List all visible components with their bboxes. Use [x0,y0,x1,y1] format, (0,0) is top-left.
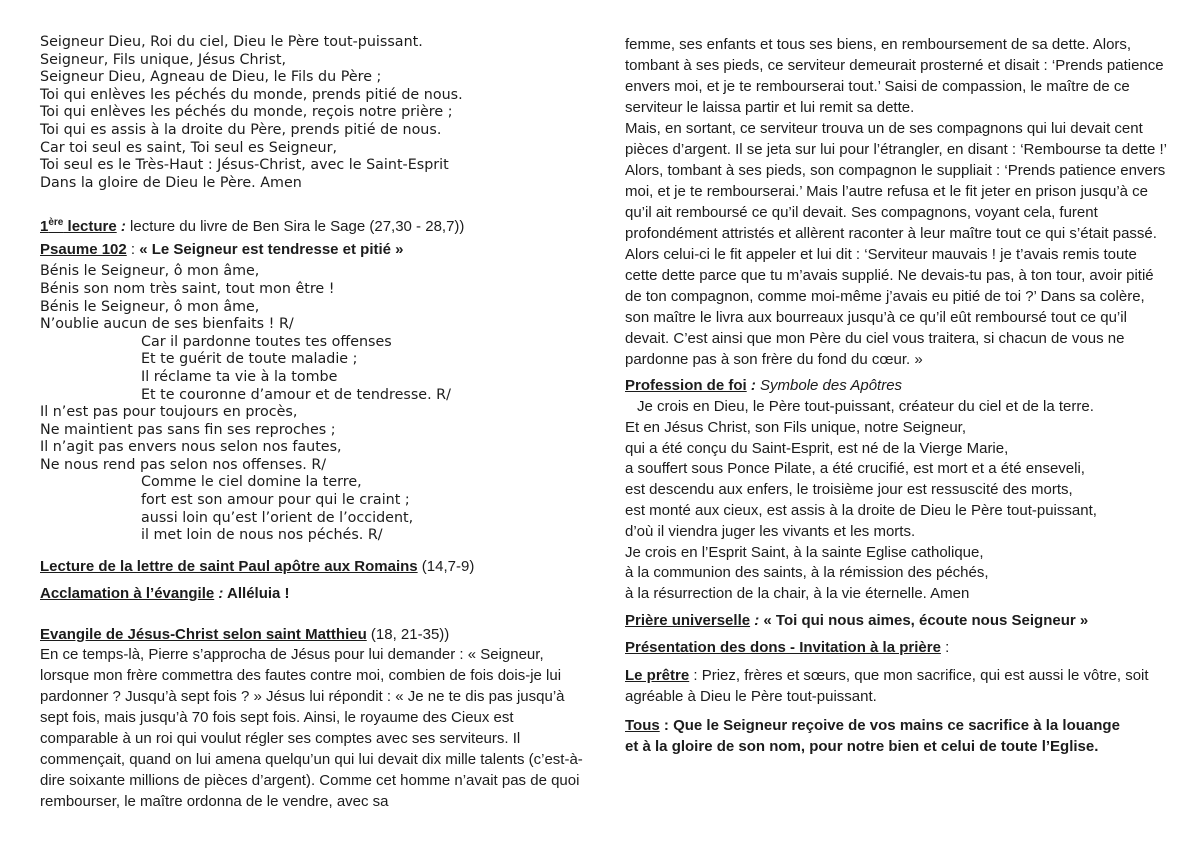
acclamation-heading: Acclamation à l’évangile : Alléluia ! [40,584,290,602]
psalm-text [40,263,585,545]
gospel-label: Evangile de Jésus-Christ selon saint Matthieu [40,625,367,643]
creed-line: d’où il viendra juger les vivants et les morts. [625,522,916,540]
psalm-line: aussi loin qu’est l’orient de l’occident, [141,509,414,526]
second-reading-label: Lecture de la lettre de saint Paul apôtre aux Romains [40,557,418,575]
gospel-paragraph: En ce temps-là, Pierre s’approcha de Jésus pour lui demander : « Seigneur, lorsque mon frère commettra des fautes contre moi, combien de fois dois-je lui pardonner ? Jusqu’à sept fois ? » Jésus lui répondit : « Je ne te dis pas jusqu’à sept fois, mais jusqu’à 70 fois sept fois. Ainsi, le royaume des Cieux est comparable à un roi qui voulut régler ses comptes avec ses serviteurs. Il commençait, quand on lui amena quelqu’un qui lui devait dix mille talents (c’est-à-dire soixante millions de pièces d’argent). Comme cet homme n’avait pas de quoi rembourser, le maître ordonna de le vendre, avec sa [40,645,583,810]
psalm-line: Ne nous rend pas selon nos offenses. R/ [40,456,327,473]
creed-line: Je crois en l’Esprit Saint, à la sainte Eglise catholique, [625,543,984,561]
psalm-line: Et te couronne d’amour et de tendresse. R/ [141,386,451,403]
acclamation-text: Alléluia ! [223,584,290,602]
gloria-text [40,34,585,192]
universal-prayer-label: Prière universelle [625,611,751,629]
gloria-line: Toi qui enlèves les péchés du monde, reçois notre prière ; [40,104,453,121]
psalm-heading: Psaume 102 : « Le Seigneur est tendresse et pitié » [40,241,404,259]
first-reading-label: 1ère lecture [40,217,117,236]
psalm-label: Psaume 102 [40,241,127,259]
gloria-line: Seigneur Dieu, Agneau de Dieu, le Fils du Père ; [40,69,382,86]
offertory-label: Présentation des dons - Invitation à la prière [625,638,941,656]
gospel-continuation [625,34,1173,370]
psalm-line: Il n’est pas pour toujours en procès, [40,404,298,421]
psalm-line: Bénis son nom très saint, tout mon être ! [40,280,335,297]
gloria-line: Dans la gloire de Dieu le Père. Amen [40,174,302,191]
psalm-line: Bénis le Seigneur, ô mon âme, [40,298,260,315]
second-reading-heading [40,557,585,576]
second-reading-reference: (14,7-9) [417,557,475,575]
people-response-text: et à la gloire de son nom, pour notre bien et celui de toute l’Eglise. [625,737,1099,755]
gloria-line: Seigneur Dieu, Roi du ciel, Dieu le Père tout-puissant. [40,34,423,50]
gloria-line: Seigneur, Fils unique, Jésus Christ, [40,51,287,68]
right-column [625,34,1173,757]
people-response: Tous : Que le Seigneur reçoive de vos mains ce sacrifice à la louange et à la gloire de son nom, pour notre bien et celui de toute l’Eglise. [625,715,1173,757]
creed-line: à la communion des saints, à la rémission des péchés, [625,564,989,582]
creed-line: Et en Jésus Christ, son Fils unique, notre Seigneur, [625,418,967,436]
gloria-line: Toi seul es le Très-Haut : Jésus-Christ, avec le Saint-Esprit [40,157,449,174]
universal-prayer-heading: Prière universelle : « Toi qui nous aimes, écoute nous Seigneur » [625,611,1089,629]
creed-line: est descendu aux enfers, le troisième jour est ressuscité des morts, [625,481,1073,499]
creed-label: Profession de foi [625,377,747,394]
offertory-heading: Présentation des dons - Invitation à la prière : [625,638,950,656]
psalm-refrain: « Le Seigneur est tendresse et pitié » [139,241,404,259]
gospel-text [40,644,585,812]
gospel-heading [40,625,585,644]
creed-line: est monté aux cieux, est assis à la droite de Dieu le Père tout-puissant, [625,501,1097,519]
psalm-line: Ne maintient pas sans fin ses reproches ; [40,421,336,438]
gloria-line: Toi qui enlèves les péchés du monde, prends pitié de nous. [40,86,463,103]
first-reading-heading: 1ère lecture : lecture du livre de Ben Sira le Sage (27,30 - 28,7)) [40,217,465,236]
gloria-line: Car toi seul es saint, Toi seul es Seigneur, [40,139,338,156]
psalm-line: fort est son amour pour qui le craint ; [141,492,410,509]
gloria-line: Toi qui es assis à la droite du Père, prends pitié de nous. [40,121,442,138]
creed-heading: Profession de foi : Symbole des Apôtres [625,377,903,394]
psalm-line: Car il pardonne toutes tes offenses [141,333,392,350]
psalm-line: Comme le ciel domine la terre, [141,474,362,491]
psalm-line: Il réclame ta vie à la tombe [141,368,338,385]
psalm-line: Et te guérit de toute maladie ; [141,351,358,368]
creed-line: Je crois en Dieu, le Père tout-puissant, créateur du ciel et de la terre. [637,398,1094,415]
creed-line: a souffert sous Ponce Pilate, a été crucifié, est mort et a été enseveli, [625,460,1085,478]
gospel-paragraph: Mais, en sortant, ce serviteur trouva un de ses compagnons qui lui devait cent pièces d’argent. Il se jeta sur lui pour l’étrangler, en disant : ‘Rembourse ta dette !’ Alors, tombant à ses pieds, son compagnon le suppliait : ‘Prends patience envers moi, et je te rembourserai.’ Mais l’autre refusa et le fit jeter en prison jusqu’à ce qu’il ait remboursé ce qu’il devait. Ses compagnons, voyant cela, furent profondément attristés et allèrent raconter à leur maître tout ce qui s’était passé. Alors celui-ci le fit appeler et lui dit : ‘Serviteur mauvais ! je t’avais remis toute cette dette parce que tu m’avais supplié. Ne devais-tu pas, à ton tour, avoir pitié de ton compagnon, comme moi-même j’avais eu pitié de toi ?’ Dans sa colère, son maître le livra aux bourreaux jusqu’à ce qu’il eût remboursé tout ce qu’il devait. C’est ainsi que mon Père du ciel vous traitera, si chacun de vous ne pardonne pas à son frère du fond du cœur. » [625,120,1167,368]
creed-text [625,397,1173,605]
priest-text: : Priez, frères et sœurs, que mon sacrifice, qui est aussi le vôtre, soit agréable à Dieu le Père tout-puissant. [625,666,1149,705]
psalm-line: Bénis le Seigneur, ô mon âme, [40,263,260,280]
left-column [40,34,585,812]
gospel-paragraph: femme, ses enfants et tous ses biens, en remboursement de sa dette. Alors, tombant à ses pieds, ce serviteur demeurait prosterné et disait : ‘Prends patience envers moi, et je te rembourserai tout.’ Saisi de compassion, le maître de ce serviteur le laissa partir et lui remit sa dette. [625,36,1164,116]
psalm-line: N’oublie aucun de ses bienfaits ! R/ [40,316,294,333]
priest-invitation [625,665,1173,707]
creed-subtitle: Symbole des Apôtres [755,377,903,394]
acclamation-label: Acclamation à l’évangile [40,584,215,602]
psalm-line: il met loin de nous nos péchés. R/ [141,527,383,544]
universal-prayer-refrain: « Toi qui nous aimes, écoute nous Seigneur » [759,611,1089,629]
people-label: Tous [625,716,660,734]
creed-line: à la résurrection de la chair, à la vie éternelle. Amen [625,585,970,603]
priest-label: Le prêtre [625,666,690,684]
first-reading-reference: lecture du livre de Ben Sira le Sage (27,30 - 28,7)) [125,218,465,236]
people-response-text: Que le Seigneur reçoive de vos mains ce sacrifice à la louange [673,716,1120,734]
gospel-reference: (18, 21-35)) [366,625,450,643]
creed-line: qui a été conçu du Saint-Esprit, est né de la Vierge Marie, [625,439,1009,457]
psalm-line: Il n’agit pas envers nous selon nos fautes, [40,439,342,456]
